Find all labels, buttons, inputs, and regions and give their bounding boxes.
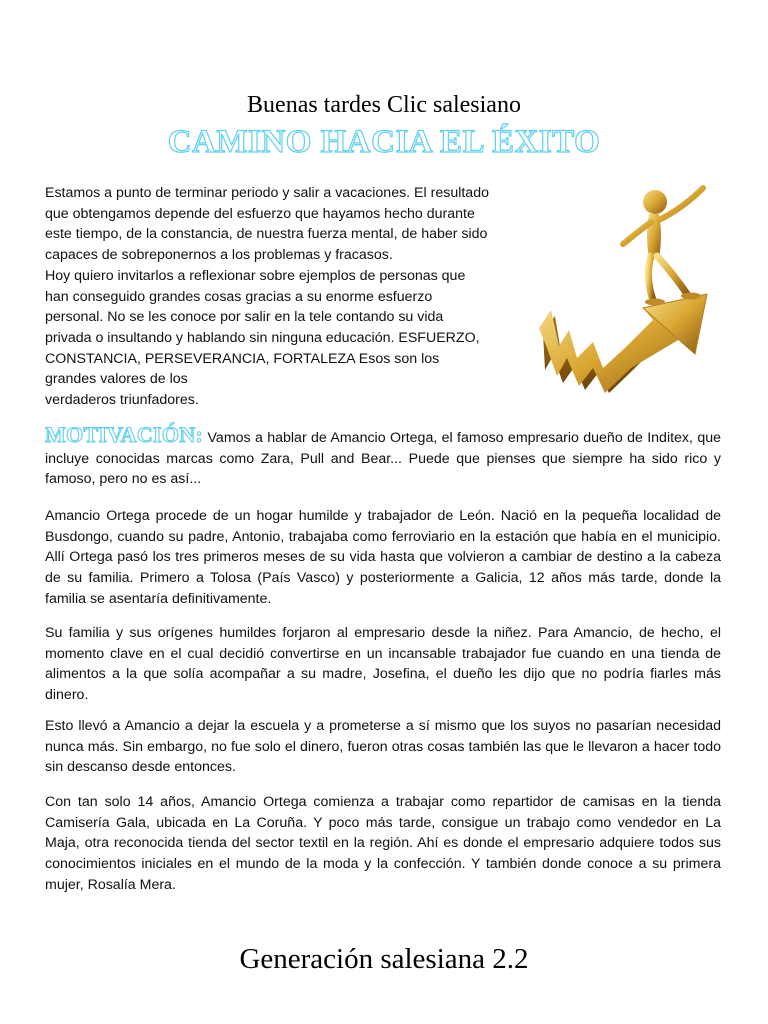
motivation-label: MOTIVACIÓN: bbox=[45, 422, 204, 447]
intro-line: privada o insultando y hablando sin ninguna educación. ESFUERZO, bbox=[45, 329, 480, 346]
intro-line: grandes valores de los bbox=[45, 371, 188, 388]
gold-figure-on-rising-arrow-icon bbox=[535, 178, 730, 413]
body-paragraph: Con tan solo 14 años, Amancio Ortega comienza a trabajar como repartidor de camisas en la tienda Camisería Gala, ubicada en La Coruña. Y poco más tarde, consigue un trabajo como vendedor en La Maja, otra reconocida tienda del sector textil en la región. Ahí es donde el empresario adquiere todos sus conocimientos iniciales en el mundo de la moda y la confección. Y también donde conoce a su primera mujer, Rosalía Mera. bbox=[45, 794, 721, 893]
body-paragraph: Amancio Ortega procede de un hogar humilde y trabajador de León. Nació en la pequeña localidad de Busdongo, cuando su padre, Antonio, trabajaba como ferroviario en la estación que había en el municipio. Allí Ortega pasó los tres primeros meses de su vida hasta que volvieron a cambiar de destino a la cabeza de su familia. Primero a Tolosa (País Vasco) y posteriormente a Galicia, 12 años más tarde, donde la familia se asentaría definitivamente. bbox=[45, 508, 721, 607]
page-title: CAMINO HACIA EL ÉXITO bbox=[167, 124, 601, 160]
intro-line: personal. No se les conoce por salir en la tele contando su vida bbox=[45, 309, 444, 326]
intro-line: han conseguido grandes cosas gracias a su enorme esfuerzo bbox=[45, 288, 433, 305]
greeting: Buenas tardes Clic salesiano bbox=[247, 92, 521, 118]
intro-line: Hoy quiero invitarlos a reflexionar sobre ejemplos de personas que bbox=[45, 267, 466, 284]
intro-line: que obtengamos depende del esfuerzo que hayamos hecho durante bbox=[45, 205, 475, 222]
body-paragraph: Su familia y sus orígenes humildes forjaron al empresario desde la niñez. Para Amancio, de hecho, el momento clave en el cual decidió convertirse en un incansable trabajador fue cuando en una tienda de alimentos a la que solía acompañar a su madre, Josefina, el dueño les dijo que no podría fiarles más dinero. bbox=[45, 625, 721, 704]
motivation-text: Vamos a hablar de Amancio Ortega, el famoso empresario dueño de Inditex, que incluye conocidas marcas como Zara, Pull and Bear... Puede que pienses que siempre ha sido rico y famoso, pero no es así... bbox=[45, 430, 721, 488]
intro-line: este tiempo, de la constancia, de nuestra fuerza mental, de haber sido bbox=[45, 226, 488, 243]
intro-line: Estamos a punto de terminar periodo y salir a vacaciones. El resultado bbox=[45, 185, 489, 201]
intro-line: CONSTANCIA, PERSEVERANCIA, FORTALEZA Esos son los bbox=[45, 350, 440, 367]
body-paragraph: Esto llevó a Amancio a dejar la escuela y a prometerse a sí mismo que los suyos no pasarían necesidad nunca más. Sin embargo, no fue solo el dinero, fueron otras cosas también las que le llevaron a hacer todo sin descanso desde entonces. bbox=[45, 718, 721, 776]
footer-title: Generación salesiana 2.2 bbox=[239, 943, 529, 975]
success-figure-icon bbox=[535, 178, 730, 413]
intro-paragraph bbox=[45, 183, 519, 411]
intro-line: verdaderos triunfadores. bbox=[45, 392, 199, 409]
intro-line: capaces de sobreponernos a los problemas y fracasos. bbox=[45, 247, 393, 264]
motivation-paragraph bbox=[45, 422, 721, 490]
